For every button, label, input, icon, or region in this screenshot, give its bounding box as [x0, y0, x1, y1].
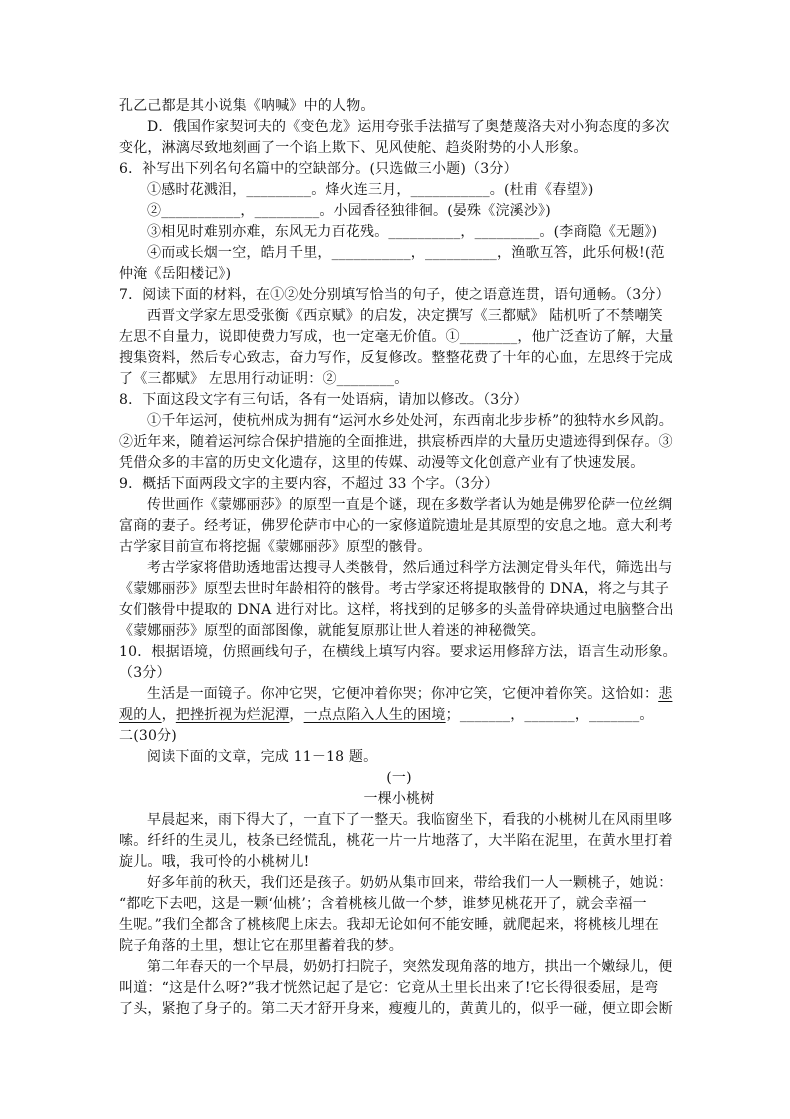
q7-passage-line: 了《三都赋》 左思用行动证明：②________。: [119, 371, 409, 387]
part-number: (一): [386, 770, 412, 786]
q7-passage-line: 西晋文学家左思受张衡《西京赋》的启发，决定撰写《三都赋》 陆机听了不禁嘲笑: [147, 308, 663, 324]
story-line: 了头，紧抱了身子的。第二天才舒开身来，瘦瘦儿的，黄黄儿的，似乎一碰，便立即会断: [119, 1001, 673, 1017]
q10-prompt-line: 观的人，把挫折视为烂泥潭，一点点陷入人生的困境；_______，_______，_______。: [119, 707, 654, 723]
story-line: 旋儿。哦，我可怜的小桃树儿!: [119, 854, 310, 870]
q6-item-1: ①感时花溅泪，_________。烽火连三月，___________。(杜甫《春望》): [147, 182, 594, 198]
q8-passage-line: ①千年运河，使杭州成为拥有“运河水乡处处河，东西南北步步桥”的独特水乡风韵。: [147, 413, 673, 429]
story-line: 叫道：“这是什么呀?”我才恍然记起了是它：它竟从土里长出来了!它长得很委屈，是弯: [119, 980, 659, 996]
q9-passage-line: 古学家目前宣布将挖掘《蒙娜丽莎》原型的骸骨。: [119, 539, 432, 555]
story-line: 第二年春天的一个早晨，奶奶打扫院子，突然发现角落的地方，拱出一个嫩绿儿，便: [147, 959, 673, 975]
q9-passage-line: 《蒙娜丽莎》原型去世时年龄相符的骸骨。考古学家还将提取骸骨的 DNA，将之与其子: [119, 581, 670, 597]
underlined-sentence-part: 观的人: [119, 707, 162, 723]
story-line: 生呢。”我们全都含了桃核爬上床去。我却无论如何不能安睡，就爬起来，将桃核儿埋在: [119, 917, 659, 933]
q9-passage-line: 女们骸骨中提取的 DNA 进行对比。这样，将找到的足够多的头盖骨碎块通过电脑整合出: [119, 602, 674, 618]
underlined-sentence-part: 把挫折视为烂泥潭: [175, 707, 290, 723]
story-line: 嗦。纤纤的生灵儿，枝条已经慌乱，桃花一片一片地落了，大半陷在泥里，在黄水里打着: [119, 833, 673, 849]
question-10: 10．根据语境，仿照画线句子，在横线上填写内容。要求运用修辞方法，语言生动形象。: [119, 644, 677, 660]
underlined-sentence-part: 一点点陷入人生的困境: [303, 707, 446, 723]
story-line: “都吃下去吧，这是一颗‘仙桃’；含着桃核儿做一个梦，谁梦见桃花开了，就会幸福一: [119, 896, 647, 912]
q8-passage-line: ②近年来，随着运河综合保护措施的全面推进，拱宸桥西岸的大量历史遗迹得到保存。③: [119, 434, 673, 450]
question-7: 7．阅读下面的材料，在①②处分别填写恰当的句子，使之语意连贯，语句通畅。（3分）: [119, 287, 670, 303]
article-title: 一棵小桃树: [363, 791, 435, 807]
option-d-line: D．俄国作家契诃夫的《变色龙》运用夸张手法描写了奥楚蔑洛夫对小狗态度的多次: [147, 119, 670, 135]
question-8: 8．下面这段文字有三句话，各有一处语病，请加以修改。（3分）: [119, 392, 528, 408]
section-intro: 阅读下面的文章，完成 11－18 题。: [147, 749, 378, 765]
q9-passage-line: 《蒙娜丽莎》原型的面部图像，就能复原那让世人着迷的神秘微笑。: [119, 623, 545, 639]
q7-passage-line: 搜集资料，然后专心致志，奋力写作，反复修改。整整花费了十年的心血，左思终于完成: [119, 350, 673, 366]
question-9: 9．概括下面两段文字的主要内容，不超过 33 个字。（3分）: [119, 476, 499, 492]
underlined-sentence-part: 悲: [658, 686, 673, 702]
text-line: 变化，淋漓尽致地刻画了一个谄上欺下、见风使舵、趋炎附势的小人形象。: [119, 140, 588, 156]
q6-item-3: ③相见时难别亦难，东风无力百花残。__________，_________。(李商隐《无题》): [147, 224, 658, 240]
section-heading: 二(30分): [119, 728, 177, 744]
story-line: 早晨起来，雨下得大了，一直下了一整天。我临窗坐下，看我的小桃树儿在风雨里哆: [147, 812, 673, 828]
q8-passage-line: 凭借众多的丰富的历史文化遗存，这里的传媒、动漫等文化创意产业有了快速发展。: [119, 455, 645, 471]
text-line: 孔乙己都是其小说集《呐喊》中的人物。: [119, 98, 375, 114]
q7-passage-line: 左思不自量力，说即使费力写成，也一定毫无价值。①________，他广泛查访了解，大量: [119, 329, 674, 345]
q9-passage-line: 传世画作《蒙娜丽莎》的原型一直是个谜，现在多数学者认为她是佛罗伦萨一位丝绸: [147, 497, 673, 513]
text-line: （3分）: [119, 665, 171, 681]
q9-passage-line: 考古学家将借助透地雷达搜寻人类骸骨，然后通过科学方法测定骨头年代，筛选出与: [147, 560, 673, 576]
q6-item-2: ②___________，_________。小园香径独徘徊。(晏殊《浣溪沙》): [147, 203, 551, 219]
story-line: 院子角落的土里，想让它在那里蓄着我的梦。: [119, 938, 403, 954]
q6-item-4: ④而或长烟一空，皓月千里，___________，__________，渔歌互答，此乐何极!(范: [147, 245, 665, 261]
text-line: 仲淹《岳阳楼记》): [119, 266, 232, 282]
q9-passage-line: 富商的妻子。经考证，佛罗伦萨市中心的一家修道院遗址是其原型的安息之地。意大利考: [119, 518, 673, 534]
story-line: 好多年前的秋天，我们还是孩子。奶奶从集市回来，带给我们一人一颗桃子，她说：: [147, 875, 673, 891]
q10-text: 生活是一面镜子。你冲它哭，它便冲着你哭；你冲它笑，它便冲着你笑。这恰如：: [147, 686, 659, 702]
q10-prompt-line: [147, 684, 679, 705]
question-6: 6．补写出下列名句名篇中的空缺部分。(只选做三小题)（3分）: [119, 161, 518, 177]
answer-blanks: ；_______，_______，_______。: [445, 707, 654, 723]
